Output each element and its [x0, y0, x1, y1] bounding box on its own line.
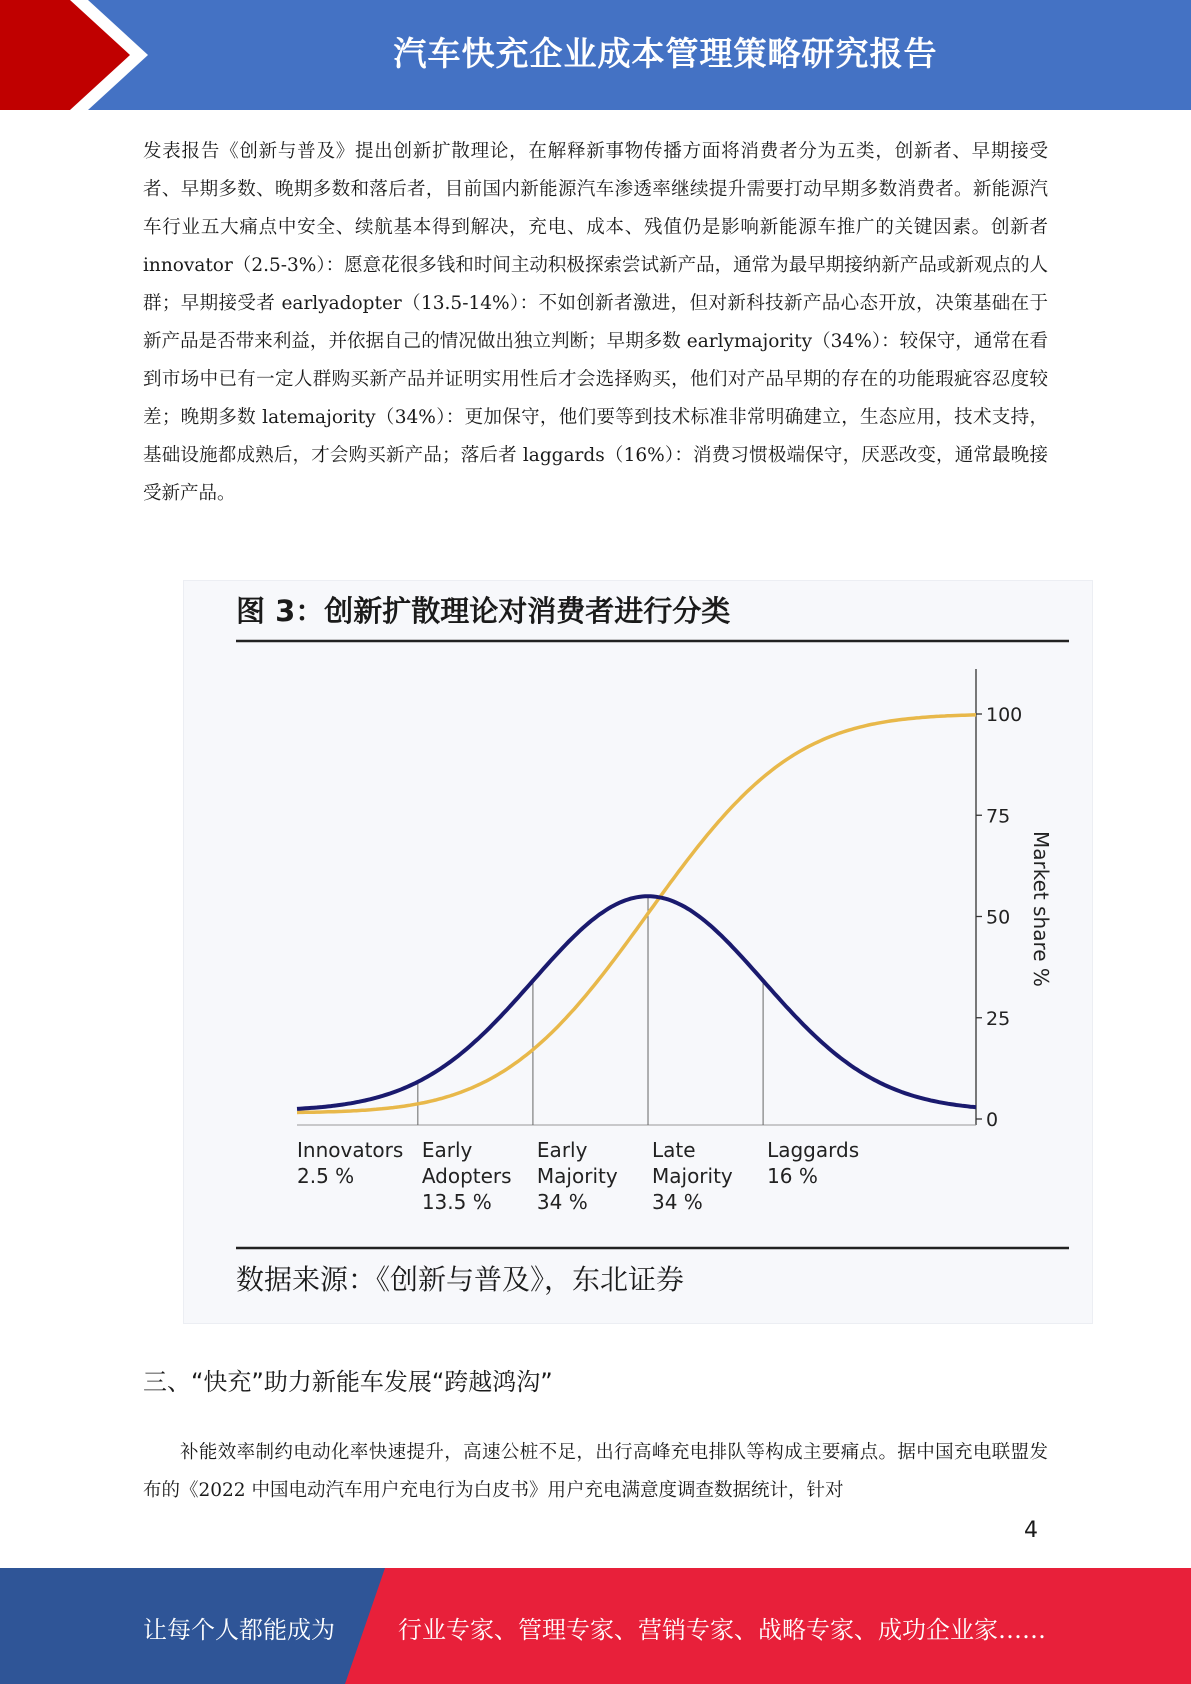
category-label: [652, 1138, 733, 1214]
footer-slogan-right: 行业专家、管理专家、营销专家、战略专家、成功企业家……: [398, 1616, 1046, 1644]
figure-diffusion-of-innovations: [183, 580, 1093, 1324]
report-title: 汽车快充企业成本管理策略研究报告: [393, 34, 938, 73]
category-label: [767, 1138, 859, 1188]
category-label-line: Laggards: [767, 1138, 860, 1162]
page-footer: [0, 1568, 1191, 1684]
category-label-line: Adopters: [421, 1164, 512, 1188]
category-label-line: 16 %: [767, 1164, 818, 1188]
figure-title: 图 3：创新扩散理论对消费者进行分类: [236, 594, 731, 628]
section-heading: 三、“快充”助力新能车发展“跨越鸿沟”: [143, 1368, 553, 1396]
y-tick-label: 25: [986, 1007, 1011, 1030]
category-label-line: 34 %: [536, 1190, 588, 1214]
category-label-line: Early: [421, 1138, 473, 1162]
y-tick-label: 50: [986, 906, 1011, 929]
y-tick-label: 0: [986, 1109, 999, 1131]
y-axis-label: Market share %: [1029, 831, 1053, 987]
category-label: [297, 1138, 403, 1188]
category-label-line: 34 %: [652, 1190, 703, 1214]
category-label: [422, 1138, 512, 1214]
y-tick-label: 75: [986, 805, 1011, 828]
figure-source: 数据来源：《创新与普及》，东北证券: [236, 1263, 685, 1296]
page-header: [0, 0, 1191, 110]
diffusion-chart: [184, 581, 1092, 1323]
category-label-line: Majority: [536, 1164, 618, 1188]
category-label-line: 2.5 %: [297, 1164, 355, 1188]
page-number: 4: [1024, 1518, 1038, 1543]
category-label-line: Innovators: [297, 1138, 404, 1162]
category-label: [537, 1138, 618, 1214]
section-paragraph: 补能效率制约电动化率快速提升，高速公桩不足，出行高峰充电排队等构成主要痛点。据中国充电联盟发布的《2022 中国电动汽车用户充电行为白皮书》用户充电满意度调查数据统计，针对: [143, 1442, 1048, 1501]
category-label-line: Majority: [652, 1164, 733, 1188]
footer-slogan-left: 让每个人都能成为: [143, 1616, 335, 1644]
category-label-line: 13.5 %: [421, 1190, 492, 1214]
category-label-line: Early: [536, 1138, 588, 1162]
intro-paragraph: 发表报告《创新与普及》提出创新扩散理论，在解释新事物传播方面将消费者分为五类，创新者、早期接受者、早期多数、晚期多数和落后者，目前国内新能源汽车渗透率继续提升需要打动早期多数消费者。新能源汽车行业五大痛点中安全、续航基本得到解决，充电、成本、残值仍是影响新能源车推广的关键因素。创新者 innovator（2.5-3%）：愿意花很多钱和时间主动积极探索尝试新产品，通常为最早期接纳新产品或新观点的人群；早期接受者 earlyadopter（13.5-14%）：不如创新者激进，但对新科技新产品心态开放，决策基础在于新产品是否带来利益，并依据自己的情况做出独立判断；早期多数 earlymajority（34%）：较保守，通常在看到市场中已有一定人群购买新产品并证明实用性后才会选择购买，他们对产品早期的存在的功能瑕疵容忍度较差；晚期多数 latemajority（34%）：更加保守，他们要等到技术标准非常明确建立，生态应用，技术支持，基础设施都成熟后，才会购买新产品；落后者 laggards（16%）：消费习惯极端保守，厌恶改变，通常最晚接受新产品。: [143, 141, 1048, 504]
y-tick-label: 100: [986, 704, 1023, 726]
cumulative-market-share-curve: [297, 715, 976, 1113]
category-label-line: Late: [652, 1138, 696, 1162]
